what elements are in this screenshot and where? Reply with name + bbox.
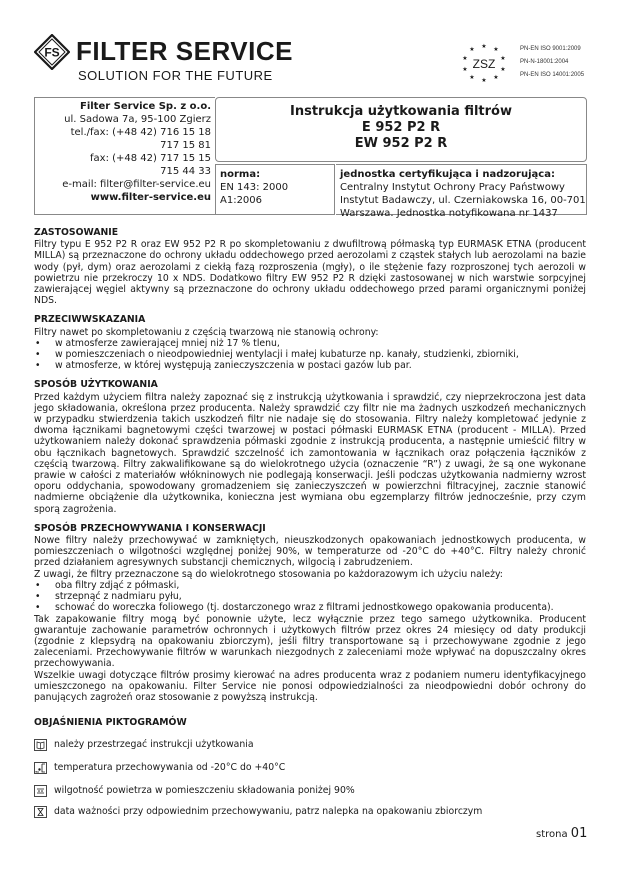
document-title-box [215, 97, 587, 162]
svg-text:★: ★ [469, 46, 475, 53]
logo-letters: FS [44, 45, 60, 60]
list-item: • strzepnąć z nadmiaru pyłu, [34, 591, 586, 602]
brand-name: FILTER SERVICE [76, 36, 293, 66]
product-model-2: EW 952 P2 R [354, 136, 448, 151]
company-phone: tel./fax: (+48 42) 716 15 18 [70, 127, 211, 138]
cert-body-label: jednostka certyfikująca i nadzorująca: [340, 169, 555, 180]
svg-text:★: ★ [481, 43, 487, 50]
section-przeciwwskazania [34, 314, 586, 371]
svg-text:★: ★ [462, 66, 468, 73]
pictogram-text: należy przestrzegać instrukcji użytkowania [54, 739, 254, 750]
product-model-1: E 952 P2 R [361, 120, 441, 135]
instructions-content [34, 227, 586, 711]
cert-line: PN-EN ISO 14001:2005 [520, 72, 585, 78]
section-intro: Z uwagi, że filtry przeznaczone są do wielokrotnego stosowania po każdorazowym ich użyciu należy: [34, 568, 503, 580]
svg-text:★: ★ [500, 55, 506, 62]
section-text: Tak zapakowanie filtry mogą być ponownie użyte, lecz wyłącznie przez tego samego użytkownika. Producent gwarantuje zachowanie parametrów ochronnych i użytkowych filtrów przez okres 24 miesięcy od daty produkcji (zgodnie z klepsydrą na opakowaniu zbiorczym), jeśli filtry transportowane są i przechowywane zgodnie z jego zaleceniami. Przechowywanie filtrów w warunkach niezgodnych z zaleceniami może wpływać na dopuszczalny okres przechowywania. [34, 613, 586, 670]
page-number [536, 826, 587, 841]
cert-body-line: Warszawa. Jednostka notyfikowana nr 1437 [340, 208, 558, 219]
section-title: ZASTOSOWANIE [34, 227, 119, 238]
cert-logo-text: ZSZ [472, 57, 496, 71]
pictogram-text: data ważności przy odpowiednim przechowywaniu, patrz nalepka na opakowaniu zbiorczym [54, 806, 483, 817]
page-label: strona [536, 829, 568, 840]
norm-box [215, 164, 335, 215]
section-title: SPOSÓB PRZECHOWYWANIA I KONSERWACJI [34, 522, 266, 534]
list-item: • oba filtry zdjąć z półmaski, [34, 580, 586, 591]
pictograms-title: OBJAŚNIENIA PIKTOGRAMÓW [34, 717, 187, 728]
pictogram-text: wilgotność powietrza w pomieszczeniu składowania poniżej 90% [54, 785, 355, 796]
humidity-icon [34, 785, 47, 797]
section-text: Filtry typu E 952 P2 R oraz EW 952 P2 R po skompletowaniu z dwufiltrową półmaską typ EURMASK ETNA (producent MILLA) są przeznaczone do ochrony układu oddechowego przed aerozolami z cząstek stałych lub aerozolami na bazie wody (pył, dym) oraz aerozolami z ciekłą fazą rozproszenia (mgły), o ile stężenie fazy rozproszonej tych aerozoli w powietrzu nie przekroczy 10 x NDS. Dodatkowo filtry EW 952 P2 R dzięki zastosowanej w nich warstwie sorpcyjnej zawierającej węgiel aktywny są przeznaczone do ochrony układu oddechowego przed parami organicznymi poniżej NDS. [34, 239, 586, 307]
list-item: • w atmosferze, w której występują zanieczyszczenia w postaci gazów lub par. [34, 360, 586, 371]
section-text: Przed każdym użyciem filtra należy zapoznać się z instrukcją użytkowania i sprawdzić, czy nieprzekroczona jest data jego składowania, określona przez producenta. Należy sprawdzić czy filtr nie ma żadnych uszkodzeń mechanicznych w przypadku stwierdzenia takich uszkodzeń filtr nie nadaje się do stosowania. Filtry należy kompletować jedynie z dwoma łącznikami bagnetowymi części twarzowej w postaci półmaski EURMASK ETNA (producent - MILLA). Przed użytkowaniem należy dokonać sprawdzenia półmaski zgodnie z instrukcją producenta, a następnie umieścić filtry w obu łącznikach bagnetowych. Sprawdzić szczelność ich zamontowania w łącznikach oraz połączenia łączników z częścią twarzową. Filtry zakwalifikowane są do wielokrotnego użycia (oznaczenie “R”) z uwagi, że są one wykonane prawie w całości z materiałów włókninowych nie podlegają konserwacji. Jeśli podczas użytkowania nadmierny wzrost oporu oddychania, spowodowany gromadzeniem się zanieczyszczeń w powierzchni filtracyjnej, zacznie stanowić nadmierne obciążenie dla użytkownika, konieczna jest wymiana obu egzemplarzy filtrów jednocześnie, przy czym sporą zagrożenia. [34, 391, 586, 515]
svg-text:★: ★ [481, 77, 487, 82]
section-text: Wszelkie uwagi dotyczące filtrów prosimy kierować na adres producenta wraz z podaniem numeru identyfikacyjnego umieszczonego na opakowaniu. Filter Service nie ponosi odpowiedzialności za nieodpowiedni dobór ochrony do panujących zagrożeń oraz stosowanie z powyższą instrukcją. [34, 669, 586, 703]
section-title: PRZECIWWSKAZANIA [34, 314, 146, 326]
section-text: Nowe filtry należy przechowywać w zamkniętych, nieuszkodzonych opakowaniach jednostkowych producenta, w pomieszczeniach o wilgotności względnej poniżej 90%, w temperaturze od -20°C do +40°C. Filtry należy chronić przed działaniem agresywnych substancji chemicznych, wilgocią i zabrudzeniem. [34, 535, 586, 569]
cert-line: PN-N-18001:2004 [520, 59, 569, 65]
section-zastosowanie [34, 227, 586, 306]
company-fax-2: 715 44 33 [160, 166, 211, 177]
cert-standards [520, 43, 584, 82]
cert-line: PN-EN ISO 9001:2009 [520, 46, 581, 52]
hourglass-icon [34, 806, 47, 818]
section-przechowywanie [34, 523, 586, 703]
section-title: SPOSÓB UŻYTKOWANIA [34, 379, 158, 391]
company-fax: fax: (+48 42) 717 15 15 [90, 153, 211, 164]
cert-body-line: Centralny Instytut Ochrony Pracy Państwowy [340, 182, 565, 193]
company-address: ul. Sadowa 7a, 95-100 Zgierz [64, 114, 211, 125]
company-email: e-mail: filter@filter-service.eu [62, 179, 211, 190]
certification-body-box [336, 164, 587, 219]
norm-label: norma: [220, 169, 261, 180]
svg-text:★: ★ [462, 55, 468, 62]
company-website: www.filter-service.eu [90, 192, 211, 203]
norm-value: A1:2006 [220, 195, 263, 206]
instruction-book-icon [34, 739, 47, 751]
section-sposob-uzytkowania [34, 379, 586, 514]
list-item: • w atmosferze zawierającej mniej niż 17 % tlenu, [34, 338, 586, 349]
list-item: • w pomieszczeniach o nieodpowiedniej wentylacji i małej kubaturze np. kanały, studzienki, zbiorniki, [34, 349, 586, 360]
norm-value: EN 143: 2000 [220, 182, 289, 193]
page-number-value: 01 [570, 826, 588, 841]
cert-body-line: Instytut Badawczy, ul. Czerniakowska 16, 00-701 [340, 195, 586, 206]
company-phone-2: 717 15 81 [160, 140, 211, 151]
thermometer-icon [34, 762, 47, 774]
section-intro: Filtry nawet po skompletowaniu z częścią twarzową nie stanowią ochrony: [34, 326, 379, 338]
brand-tagline: SOLUTION FOR THE FUTURE [78, 68, 273, 83]
zsz-certification-logo-icon [454, 42, 514, 82]
list-item: • schować do woreczka foliowego (tj. dostarczonego wraz z filtrami jednostkowego opakowania producenta). [34, 602, 586, 613]
svg-text:★: ★ [493, 74, 499, 81]
document-title: Instrukcja użytkowania filtrów [289, 104, 512, 119]
svg-text:★: ★ [469, 74, 475, 81]
pictogram-text: temperatura przechowywania od -20°C do +40°C [54, 762, 286, 773]
company-info-box [34, 97, 215, 215]
svg-text:★: ★ [500, 66, 506, 73]
company-name: Filter Service Sp. z o.o. [80, 101, 211, 112]
storage-steps-list [34, 580, 586, 614]
contraindications-list [34, 338, 586, 372]
filter-service-logo-icon [34, 34, 70, 70]
svg-text:★: ★ [493, 46, 499, 53]
